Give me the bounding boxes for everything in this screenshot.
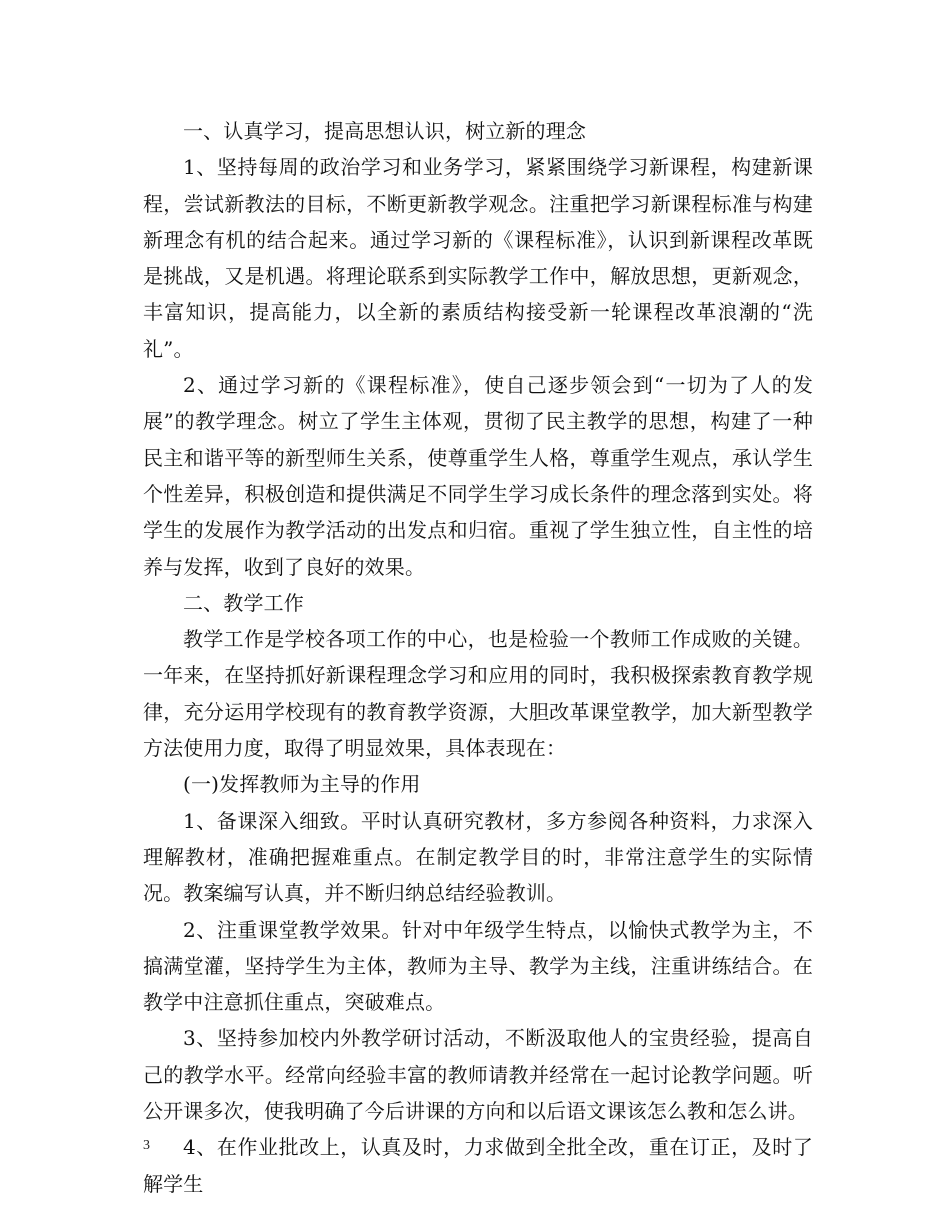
paragraph-5: 2、注重课堂教学效果。针对中年级学生特点，以愉快式教学为主，不搞满堂灌，坚持学生为主体，教师为主导、教学为主线，注重讲练结合。在教学中注意抓住重点，突破难点。 bbox=[143, 917, 813, 1015]
section-heading-1: 一、认真学习，提高思想认识，树立新的理念 bbox=[183, 119, 586, 143]
document-body bbox=[143, 113, 813, 1202]
subsection-heading-1: (一)发挥教师为主导的作用 bbox=[183, 772, 421, 797]
paragraph-7: 4、在作业批改上，认真及时，力求做到全批全改，重在订正，及时了解学生 bbox=[143, 1135, 813, 1196]
page-number: 3 bbox=[143, 1138, 150, 1153]
paragraph-2: 2、通过学习新的《课程标准》，使自己逐步领会到“一切为了人的发展”的教学理念。树立了学生主体观，贯彻了民主教学的思想，构建了一种民主和谐平等的新型师生关系，使尊重学生人格，尊重学生观点，承认学生个性差异，积极创造和提供满足不同学生学习成长条件的理念落到实处。将学生的发展作为教学活动的出发点和归宿。重视了学生独立性，自主性的培养与发挥，收到了良好的效果。 bbox=[143, 373, 813, 579]
section-heading-2: 二、教学工作 bbox=[183, 590, 304, 615]
paragraph-3: 教学工作是学校各项工作的中心，也是检验一个教师工作成败的关键。一年来，在坚持抓好新课程理念学习和应用的同时，我积极探索教育教学规律，充分运用学校现有的教育教学资源，大胆改革课堂教学，加大新型教学方法使用力度，取得了明显效果，具体表现在： bbox=[143, 627, 813, 761]
paragraph-4: 1、备课深入细致。平时认真研究教材，多方参阅各种资料，力求深入理解教材，准确把握难重点。在制定教学目的时，非常注意学生的实际情况。教案编写认真，并不断归纳总结经验教训。 bbox=[143, 808, 813, 906]
paragraph-6: 3、坚持参加校内外教学研讨活动，不断汲取他人的宝贵经验，提高自己的教学水平。经常向经验丰富的教师请教并经常在一起讨论教学问题。听公开课多次，使我明确了今后讲课的方向和以后语文课该怎么教和怎么讲。 bbox=[143, 1026, 813, 1124]
paragraph-1: 1、坚持每周的政治学习和业务学习，紧紧围绕学习新课程，构建新课程，尝试新教法的目标，不断更新教学观念。注重把学习新课程标准与构建新理念有机的结合起来。通过学习新的《课程标准》，认识到新课程改革既是挑战，又是机遇。将理论联系到实际教学工作中，解放思想，更新观念，丰富知识，提高能力，以全新的素质结构接受新一轮课程改革浪潮的“洗礼”。 bbox=[143, 155, 813, 361]
